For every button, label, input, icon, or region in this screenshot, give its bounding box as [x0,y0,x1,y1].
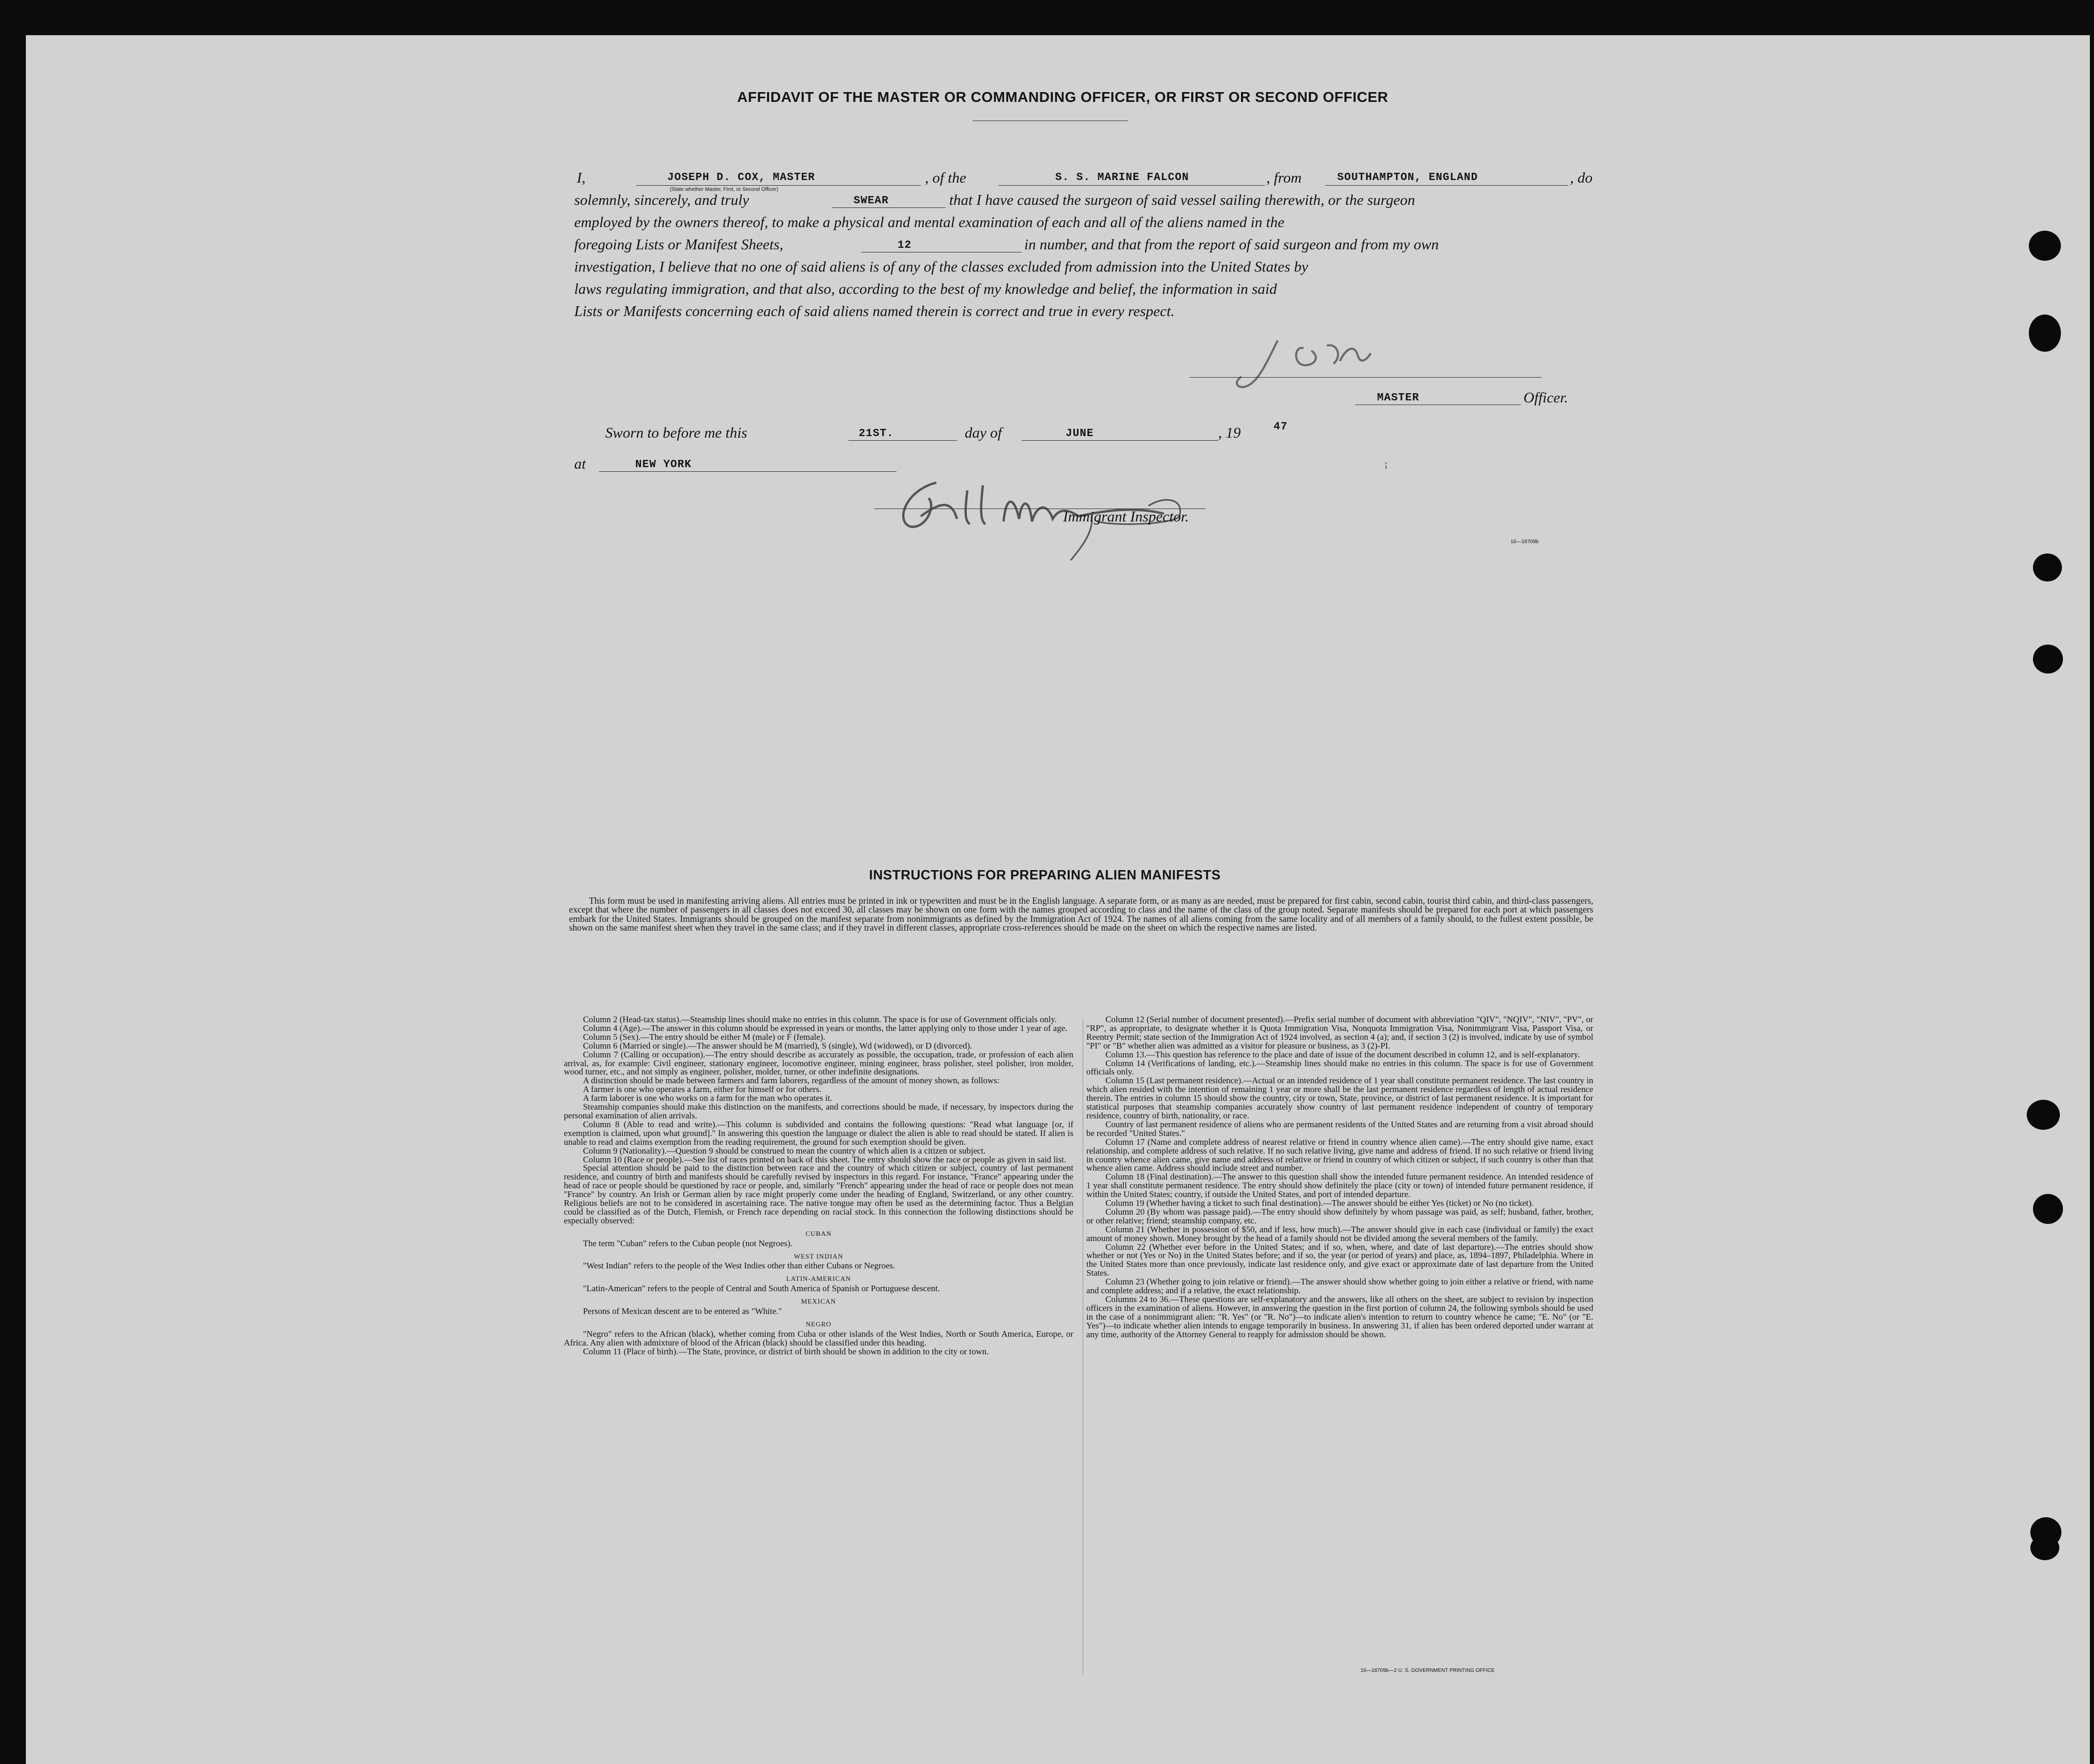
line7-text: Lists or Manifests concerning each of said aliens named therein is correct and true in every respect. [574,303,1175,320]
latin-american-heading: LATIN-AMERICAN [786,1275,851,1283]
master-name-field: JOSEPH D. COX, MASTER [667,172,815,184]
right-para: Column 18 (Final destination).—The answer to this question shall show the intended future permanent residence. An intended residence of 1 year shall constitute permanent residence. The entry should show definitely the place (city or town) of intended future permanent residence, if within the United States; country, if outside the United States, and port of intended departure. [1086,1172,1593,1200]
left-para: Column 7 (Calling or occupation).—The entry should describe as accurately as possible, the occupation, trade, or profession of each alien arrival, as, for example: Civil engineer, stationary engineer, locomotive engineer, mining engineer, brass polisher, steel polisher, iron molder, wood turner, etc., and not simply as engineer, polisher, molder, turner, or other indefinite designations. [564,1049,1073,1077]
line2-pre-text: solemnly, sincerely, and truly [574,192,750,208]
right-para: Column 17 (Name and complete address of nearest relative or friend in country whence alien came).—The entry should give name, exact relationship, and complete address of such relative. If no such relative living, give name and address of friend. If no such relative or friend living in country whence alien came, give name and address of relative or friend in country of which citizen or subject, if such country is other than that whence alien came. Address should include street and number. [1086,1137,1593,1173]
right-para: Column 15 (Last permanent residence).—Actual or an intended residence of 1 year shall constitute permanent residence. The last country in which alien resided with the intention of remaining 1 year or more shall be the last permanent residence regardless of length of actual residence therein. The entries in column 15 should show the country, city or town, State, province, or district of last permanent residence. It is important for statistical purposes that steamship companies accurately show country of last permanent residence independent of country of temporary residence, country of birth, nationality, or race. [1086,1075,1593,1120]
binder-hole [2033,645,2063,674]
at-label: at [574,456,586,472]
month-field: JUNE [1066,428,1094,440]
right-para: Column 21 (Whether in possession of $50, and if less, how much).—The answer should give in each case (individual or family) the exact amount of money shown. Money brought by the head of a family should not be divided among the several members of the family. [1086,1224,1593,1243]
left-para: A distinction should be made between farmers and farm laborers, regardless of the amount of money shown, as follows: [582,1075,1000,1086]
officer-signature [1216,325,1454,397]
left-para: Column 8 (Able to read and write).—This column is subdivided and contains the following questions: "Read what language [or, if exemption is claimed, upon what ground]." In answering this question the language or dialect the alien is able to read should be stated. If alien is unable to read and claims exemption from the reading requirement, the ground for such exemption should be given. [564,1119,1073,1147]
cuban-heading: CUBAN [805,1229,832,1237]
cuban-para: The term "Cuban" refers to the Cuban people (not Negroes). [582,1238,793,1248]
line5-text: investigation, I believe that no one of said aliens is of any of the classes excluded from admission into the United States by [574,259,1308,275]
instructions-title: INSTRUCTIONS FOR PREPARING ALIEN MANIFESTS [869,867,1221,883]
year-field: 47 [1274,421,1288,433]
sheets-field: 12 [898,240,912,251]
sworn-text: Sworn to before me this [605,425,747,441]
line3-text: employed by the owners thereof, to make a physical and mental examination of each and all of the aliens named in the [574,214,1284,231]
do-text: , do [1570,170,1593,186]
left-para: Column 2 (Head-tax status).—Steamship lines should make no entries in this column. The space is for use of Government officials only. [582,1014,1057,1024]
left-para: A farm laborer is one who works on a farm for the man who operates it. [582,1093,832,1103]
port-field: SOUTHAMPTON, ENGLAND [1337,172,1478,184]
right-para: Column 20 (By whom was passage paid).—The entry should show definitely by whom passage was paid, as self; husband, father, brother, or other relative; friend; steamship company, etc. [1086,1206,1593,1225]
stamp-mark: ꜟ [1384,459,1388,474]
day-line [848,440,957,441]
month-line [1022,440,1218,441]
right-para: Column 22 (Whether ever before in the United States; and if so, when, where, and date of last departure).—The entries should show whether or not (Yes or No) in the United States before; and if so, the year (or period of years) and place, as, 1894–1897, Philadelphia. Where in the United States more than once previously, indicate last residence only, and give exact or approximate date of last departure from the United States. [1086,1242,1593,1278]
column-11-para: Column 11 (Place of birth).—The State, province, or district of birth should be shown in addition to the city or town. [582,1346,989,1356]
west-indian-heading: WEST INDIAN [794,1252,844,1260]
right-para: Column 12 (Serial number of document presented).—Prefix serial number of document with abbreviation "QIV", "NQIV", "NIV", "PV", or "RP", as appropriate, to designate whether it is Quota Immigration Visa, Nonquota Immigration Visa, Nonimmigrant Visa, Passport Visa, or Reentry Permit; state section of the Immigration Act of 1924 involved, as section 4 (a); and, if section 3 (2) is involved, indicate by use of symbol "PI" or "B" whether alien was admitted as a visitor for pleasure or business, as 3 (2)-PI. [1086,1014,1593,1051]
mexican-heading: MEXICAN [801,1297,836,1306]
negro-para: "Negro" refers to the African (black), whether coming from Cuba or other islands of the West Indies, North or South America, Europe, or Africa. Any alien with admixture of blood of the African (black) should be classified under this heading. [564,1328,1073,1348]
line2-post-text: that I have caused the surgeon of said vessel sailing therewith, or the surgeon [949,192,1415,208]
pre-name-text: I, [577,170,586,186]
place-field: NEW YORK [635,459,692,471]
binder-hole [2030,1535,2059,1560]
left-para: Special attention should be paid to the distinction between race and the country of which citizen or subject, country of last permanent residence, and country of birth and manifests should be carefully revised by inspectors in this regard. For instance, "France" appearing under the head of race or people should be questioned by race or people, and, similarly "French" appearing under the head of race or people does not mean "France" by country. An Irish or German alien by race might properly come under the heading of England, Switzerland, or any other country. Religious beliefs are not to be considered in ascertaining race. The native tongue may often be used as the determining factor. Thus a Belgian could be classified as of the Dutch, Flemish, or French race depending on racial stock. In this connection the following distinctions should be especially observed: [564,1163,1073,1225]
affidavit-title: AFFIDAVIT OF THE MASTER OR COMMANDING OFFICER, OR FIRST OR SECOND OFFICER [737,89,1388,105]
officer-signature-line [1190,377,1542,378]
left-para: Column 10 (Race or people).—See list of races printed on back of this sheet. The entry should show the race or people as given in said list. [582,1154,1067,1164]
negro-heading: NEGRO [805,1320,832,1328]
instructions-left-column [564,1015,1073,1356]
line4-pre-text: foregoing Lists or Manifest Sheets, [574,236,784,253]
oath-line [832,207,946,208]
binder-hole [2033,1194,2063,1224]
mexican-para: Persons of Mexican descent are to be entered as "White." [582,1306,782,1317]
printing-office-footer: 16—18709b—2 U. S. GOVERNMENT PRINTING OFFICE [1360,1668,1495,1673]
west-indian-para: "West Indian" refers to the people of the West Indies other than either Cubans or Negroes. [582,1261,895,1271]
right-para: Columns 24 to 36.—These questions are self-explanatory and the answers, like all others on the sheet, are subject to revision by inspection officers in the examination of aliens. However, in answering the question in the first portion of column 24, the following symbols should be used in the case of a nonimmigrant alien: "R. Yes" (or "R. No")—to indicate alien's intention to return to country whence he came; "E. No" (or "E. Yes")—to indicate whether alien intends to engage temporarily in business. In answering 31, if alien has been ordered deported under warrant at any time, authority of the Attorney General to reapply for admission should be shown. [1086,1294,1593,1339]
left-para: Column 6 (Married or single).—The answer should be M (married), S (single), Wd (widowed), or D (divorced). [582,1040,973,1051]
oath-field: SWEAR [854,195,889,207]
form-number: 16—18709b [1510,539,1539,545]
intro-paragraph: This form must be used in manifesting arriving aliens. All entries must be printed in ink or typewritten and must be in the English language. A separate form, or as many as are needed, must be prepared for first cabin, second cabin, tourist third cabin, and third-class passengers, except that where the number of passengers in all classes does not exceed 30, all classes may be shown on one form with the names grouped according to class and the name of the class of the group noted. Separate manifests should be prepared for each port at which passengers embark for the United States. Immigrants should be grouped on the manifest separate from nonimmigrants as defined by the Immigration Act of 1924. The names of all aliens coming from the same locality and of all members of a family should, to the fullest extent possible, be shown on the same manifest sheet when they travel in the same class; and if they travel in different classes, appropriate cross-references should be made on the sheet on which the respective names are listed. [569,895,1593,933]
inspector-signature [874,470,1247,563]
left-para: Column 9 (Nationality).—Question 9 should be construed to mean the country of which alien is a citizen or subject. [582,1145,986,1156]
left-para: Column 5 (Sex).—The entry should be either M (male) or F (female). [582,1032,826,1042]
left-para: A farmer is one who operates a farm, either for himself or for others. [582,1084,821,1095]
name-note: (State whether Master, First, or Second Officer) [670,187,779,192]
from-text: , from [1266,170,1302,186]
right-para: Column 23 (Whether going to join relative or friend).—The answer should show whether going to join either a relative or friend, with name and complete address; and if a relative, the exact relationship. [1086,1277,1593,1296]
line4-post-text: in number, and that from the report of said surgeon and from my own [1024,236,1439,253]
vessel-field: S. S. MARINE FALCON [1055,172,1189,184]
left-para: Column 4 (Age).—The answer in this column should be expressed in years or months, the latter applying only to those under 1 year of age. [582,1023,1068,1033]
right-para: Column 13.—This question has reference to the place and date of issue of the document described in column 12, and is self-explanatory. [1105,1049,1580,1059]
line6-text: laws regulating immigration, and that also, according to the best of my knowledge and belief, the information in said [574,281,1277,297]
document-page [26,35,2090,1764]
right-para: Column 14 (Verifications of landing, etc.).—Steamship lines should make no entries in this column. The space is for use of Government officials only. [1086,1058,1593,1077]
instructions-intro [569,896,1593,933]
officer-title-field: MASTER [1377,392,1419,404]
year-prefix: , 19 [1218,425,1241,441]
right-para: Country of last permanent residence of aliens who are permanent residents of the United States and are returning from a visit abroad should be recorded "United States." [1086,1119,1593,1138]
name-line [636,185,921,186]
instructions-right-column [1086,1015,1593,1339]
vessel-line [998,185,1265,186]
latin-american-para: "Latin-American" refers to the people of Central and South America of Spanish or Portuguese descent. [582,1283,940,1294]
binder-hole [2033,554,2062,581]
day-label: day of [965,425,1002,441]
port-line [1325,185,1568,186]
binder-hole [2029,315,2061,352]
inspector-label: Immigrant Inspector. [1063,509,1189,525]
day-field: 21ST. [859,428,894,440]
place-line [599,471,896,472]
left-para: Steamship companies should make this distinction on the manifests, and corrections should be made, if necessary, by inspectors during the personal examination of alien arrivals. [564,1102,1073,1120]
binder-hole [2029,231,2061,261]
binder-hole [2027,1100,2060,1130]
of-the-text: , of the [925,170,966,186]
officer-label: Officer. [1523,390,1568,406]
right-para: Column 19 (Whether having a ticket to such final destination).—The answer should be either Yes (ticket) or No (no ticket). [1105,1198,1534,1208]
